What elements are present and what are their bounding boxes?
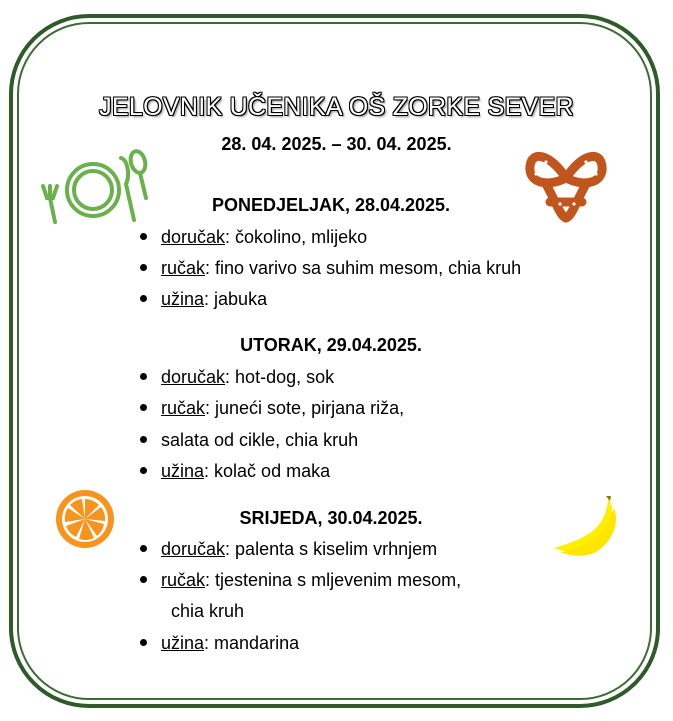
pretzel-icon bbox=[520, 140, 612, 226]
bullet-icon bbox=[140, 404, 147, 411]
menu-item: ručak: fino varivo sa suhim mesom, chia kruh bbox=[140, 258, 521, 279]
menu-item-continuation: chia kruh bbox=[171, 601, 245, 621]
bullet-icon bbox=[140, 576, 147, 583]
menu-item: užina: jabuka bbox=[140, 289, 267, 310]
day-heading-tuesday: UTORAK, 29.04.2025. bbox=[240, 335, 422, 355]
menu-item: užina: kolač od maka bbox=[140, 461, 330, 482]
bullet-icon bbox=[140, 545, 147, 552]
orange-slice-icon bbox=[54, 488, 116, 550]
menu-item: doručak: hot-dog, sok bbox=[140, 367, 334, 388]
day-heading-monday: PONEDJELJAK, 28.04.2025. bbox=[211, 195, 451, 215]
banana-icon bbox=[550, 494, 622, 558]
menu-item: salata od cikle, chia kruh bbox=[140, 430, 358, 451]
bullet-icon bbox=[140, 373, 147, 380]
bullet-icon bbox=[140, 467, 147, 474]
menu-item: ručak: tjestenina s mljevenim mesom, bbox=[140, 570, 461, 591]
bullet-icon bbox=[140, 295, 147, 302]
day-heading-wednesday: SRIJEDA, 30.04.2025. bbox=[239, 508, 423, 528]
bullet-icon bbox=[140, 639, 147, 646]
date-range: 28. 04. 2025. – 30. 04. 2025. bbox=[221, 134, 452, 154]
bullet-icon bbox=[140, 233, 147, 240]
plate-cutlery-icon bbox=[38, 146, 150, 228]
bullet-icon bbox=[140, 264, 147, 271]
bullet-icon bbox=[140, 436, 147, 443]
inner-frame-border bbox=[17, 22, 652, 700]
menu-item: ručak: juneći sote, pirjana riža, bbox=[140, 398, 404, 419]
menu-item: doručak: palenta s kiselim vrhnjem bbox=[140, 539, 437, 560]
menu-title: JELOVNIK UČENIKA OŠ ZORKE SEVER bbox=[99, 93, 574, 121]
menu-item: doručak: čokolino, mlijeko bbox=[140, 227, 367, 248]
menu-item: užina: mandarina bbox=[140, 633, 299, 654]
